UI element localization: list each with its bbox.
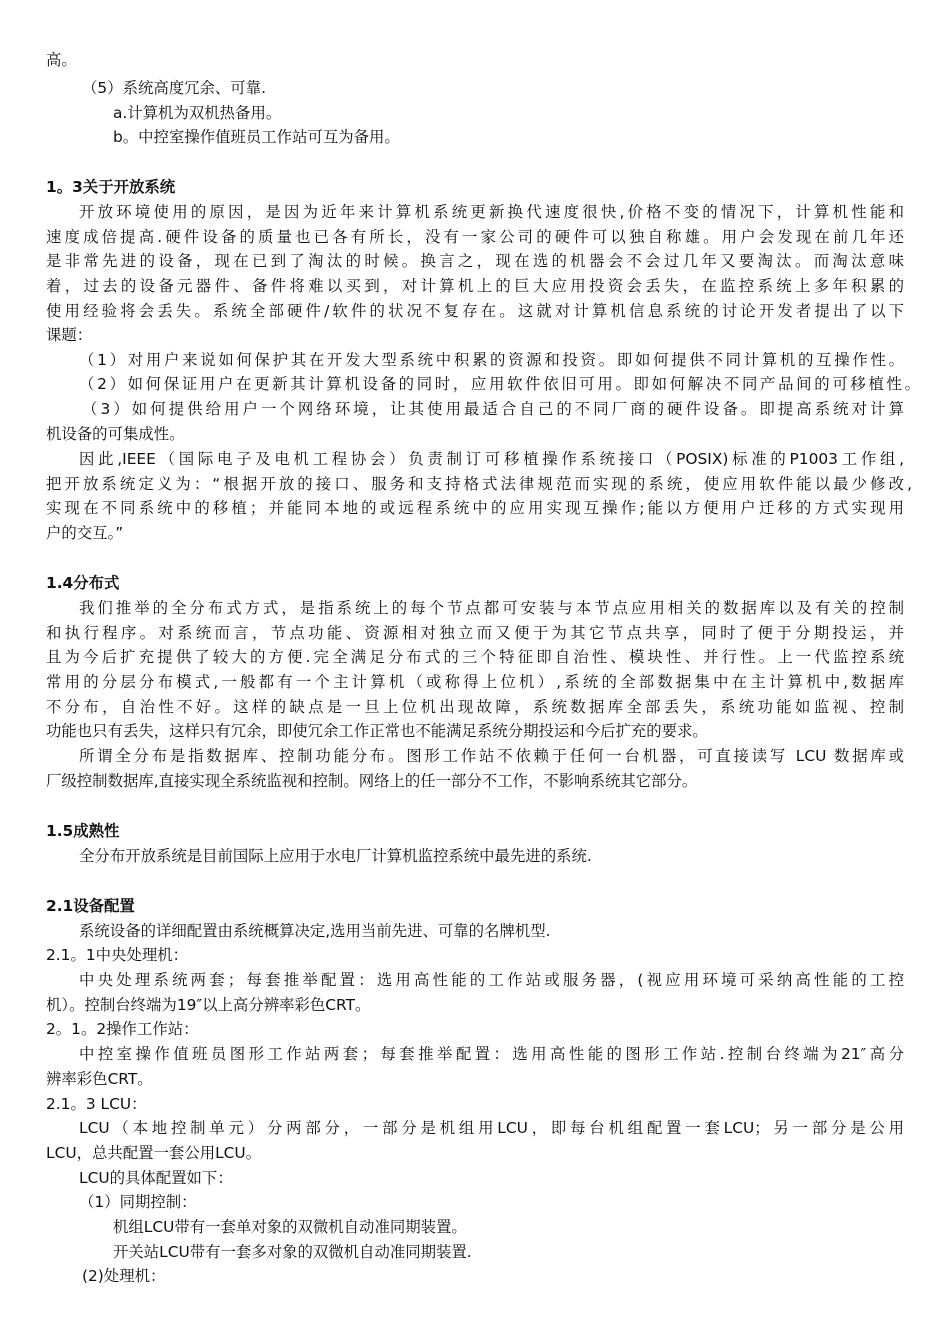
list-item-5b: b。中控室操作值班员工作站可互为备用。 bbox=[113, 128, 400, 146]
paragraph-line: 所谓全分布是指数据库、控制功能分布。图形工作站不依赖于任何一台机器，可直接读写 LCU 数据库或 bbox=[79, 747, 904, 765]
config-item-1a: 机组LCU带有一套单对象的双微机自动准同期装置。 bbox=[113, 1218, 467, 1236]
section-heading-2-1: 2.1设备配置 bbox=[46, 897, 135, 915]
paragraph-line: 着，过去的设备元器件、备件将难以买到，对计算机上的巨大应用投资会丢失，在监控系统上多年积累的 bbox=[46, 277, 904, 295]
paragraph-line: 不分布，自治性不好。这样的缺点是一旦上位机出现故障，系统数据库全部丢失，系统功能如监视、控制 bbox=[46, 698, 904, 716]
paragraph-line: 厂级控制数据库,直接实现全系统监视和控制。网络上的任一部分不工作，不影响系统其它部分。 bbox=[46, 772, 698, 790]
paragraph-line: 全分布开放系统是目前国际上应用于水电厂计算机监控系统中最先进的系统. bbox=[79, 847, 592, 865]
paragraph-line: 是非常先进的设备，现在已到了淘汰的时候。换言之，现在选的机器会不会过几年又要淘汰。而淘汰意味 bbox=[46, 252, 904, 270]
paragraph-line: 功能也只有丢失，这样只有冗余，即使冗余工作正常也不能满足系统分期投运和今后扩充的要求。 bbox=[46, 722, 708, 740]
paragraph-continuation: 高。 bbox=[46, 51, 77, 69]
question-2: （2）如何保证用户在更新其计算机设备的同时，应用软件依旧可用。即如何解决不同产品间的可移植性。 bbox=[79, 375, 920, 393]
paragraph-line: 常用的分层分布模式,一般都有一个主计算机（或称得上位机）,系统的全部数据集中在主计算机中,数据库 bbox=[46, 673, 904, 691]
paragraph-line: 机）。控制台终端为19″以上高分辨率彩色CRT。 bbox=[46, 996, 371, 1014]
paragraph-line: 速度成倍提高.硬件设备的质量也已各有所长，没有一家公司的硬件可以独自称雄。用户会发现在前几年还 bbox=[46, 228, 904, 246]
paragraph-line: 辨率彩色CRT。 bbox=[46, 1070, 153, 1088]
paragraph-line: 和执行程序。对系统而言，节点功能、资源相对独立而又便于为其它节点共享，同时了便于分期投运，并 bbox=[46, 624, 904, 642]
subheading-2-1-2: 2。1。2操作工作站： bbox=[46, 1020, 199, 1038]
paragraph-line: LCU的具体配置如下： bbox=[79, 1169, 233, 1187]
config-item-2: (2)处理机： bbox=[82, 1267, 166, 1285]
section-heading-1-4: 1.4分布式 bbox=[46, 574, 120, 592]
paragraph-line: 中控室操作值班员图形工作站两套；每套推举配置：选用高性能的图形工作站.控制台终端为21″高分 bbox=[79, 1045, 904, 1063]
config-item-1: （1）同期控制： bbox=[79, 1193, 197, 1211]
paragraph-line: 系统设备的详细配置由系统概算决定,选用当前先进、可靠的名牌机型. bbox=[79, 922, 551, 940]
paragraph-line: 课题： bbox=[46, 326, 93, 344]
paragraph-line: 户的交互。” bbox=[46, 524, 124, 542]
paragraph-line: 且为今后扩充提供了较大的方便.完全满足分布式的三个特征即自治性、模块性、并行性。上一代监控系统 bbox=[46, 648, 904, 666]
paragraph-line: LCU（本地控制单元）分两部分，一部分是机组用LCU，即每台机组配置一套LCU；另一部分是公用 bbox=[79, 1119, 904, 1137]
paragraph-line: 使用经验将会丢失。系统全部硬件/软件的状况不复存在。这就对计算机信息系统的讨论开发者提出了以下 bbox=[46, 302, 904, 320]
subheading-2-1-3: 2.1。3 LCU： bbox=[46, 1095, 147, 1113]
list-item-5a: a.计算机为双机热备用。 bbox=[113, 104, 282, 122]
section-heading-1-3: 1。3关于开放系统 bbox=[46, 178, 176, 196]
subheading-2-1-1: 2.1。1中央处理机： bbox=[46, 946, 189, 964]
question-3-cont: 机设备的可集成性。 bbox=[46, 425, 185, 443]
paragraph-line: 开放环境使用的原因，是因为近年来计算机系统更新换代速度很快,价格不变的情况下，计算机性能和 bbox=[79, 203, 904, 221]
paragraph-line: LCU，总共配置一套公用LCU。 bbox=[46, 1144, 262, 1162]
config-item-1b: 开关站LCU带有一套多对象的双微机自动准同期装置. bbox=[113, 1243, 472, 1261]
paragraph-line: 我们推举的全分布式方式，是指系统上的每个节点都可安装与本节点应用相关的数据库以及有关的控制 bbox=[79, 599, 904, 617]
paragraph-line: 中央处理系统两套；每套推举配置：选用高性能的工作站或服务器，(视应用环境可采纳高性能的工控 bbox=[79, 971, 904, 989]
section-heading-1-5: 1.5成熟性 bbox=[46, 822, 120, 840]
paragraph-line: 把开放系统定义为：“根据开放的接口、服务和支持格式法律规范而实现的系统，使应用软件能以最少修改, bbox=[46, 475, 912, 493]
paragraph-line: 实现在不同系统中的移植；并能同本地的或远程系统中的应用实现互操作;能以方便用户迁移的方式实现用 bbox=[46, 499, 904, 517]
question-3: （3）如何提供给用户一个网络环境，让其使用最适合自己的不同厂商的硬件设备。即提高系统对计算 bbox=[82, 400, 904, 418]
paragraph-line: 因此,IEEE（国际电子及电机工程协会）负责制订可移植操作系统接口（POSIX)标准的P1003工作组, bbox=[79, 450, 904, 468]
list-item-5-title: （5）系统高度冗余、可靠. bbox=[82, 79, 266, 97]
question-1: （1）对用户来说如何保护其在开发大型系统中积累的资源和投资。即如何提供不同计算机的互操作性。 bbox=[79, 351, 904, 369]
